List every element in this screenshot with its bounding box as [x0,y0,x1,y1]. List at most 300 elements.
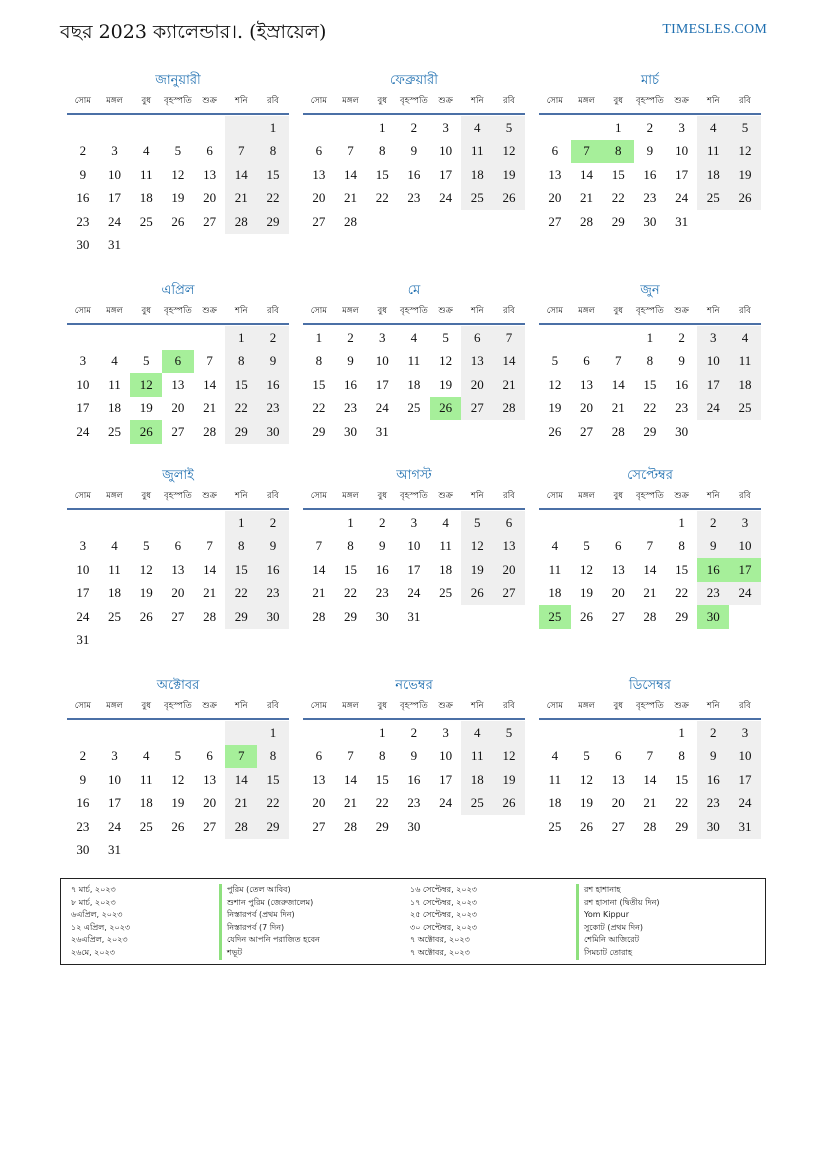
day-cell: 19 [171,190,185,206]
empty-cell [493,605,525,629]
day-cell: 4 [142,143,150,159]
empty-cell [130,116,162,140]
header-rule [67,323,289,325]
header-rule [303,323,525,325]
empty-cell [225,721,257,745]
weekday-label: রবি [267,491,279,501]
day-cell: 7 [571,140,603,164]
day-cell: 10 [675,143,689,159]
day-cell: 20 [580,400,594,416]
header-rule [303,113,525,115]
day-cell: 5 [583,538,590,554]
weekday-label: শুক্র [438,491,453,501]
empty-cell [99,326,131,350]
day-cell: 4 [410,329,418,345]
empty-cell [130,511,162,535]
empty-cell [130,721,162,745]
day-grid [67,116,289,257]
day-cell: 21 [203,585,217,601]
day-cell: 28 [580,213,594,229]
day-cell: 22 [675,585,689,601]
empty-cell [634,511,666,535]
day-cell: 14 [203,561,217,577]
day-cell: 24 [375,400,389,416]
header-rule [539,113,761,115]
day-cell: 10 [439,748,453,764]
weekday-label: বৃহস্পতি [400,701,428,711]
day-cell: 20 [461,373,493,397]
day-cell: 26 [493,792,525,816]
day-cell: 10 [439,143,453,159]
weekday-label: সোম [546,491,563,501]
weekday-header [303,485,525,507]
weekday-label: মঙ্গল [342,701,359,711]
weekday-label: শনি [707,96,720,106]
empty-cell [461,420,493,444]
day-cell: 21 [643,795,657,811]
weekday-header [539,90,761,112]
day-cell: 5 [493,721,525,745]
day-cell: 19 [548,400,562,416]
day-cell: 14 [580,166,594,182]
day-cell: 24 [439,190,453,206]
weekday-label: বৃহস্পতি [164,701,192,711]
day-cell: 9 [697,535,729,559]
empty-cell [571,326,603,350]
day-cell: 29 [257,210,289,234]
day-cell: 28 [643,608,657,624]
empty-cell [257,839,289,863]
day-cell: 16 [76,190,90,206]
weekday-label: বুধ [141,701,151,711]
day-cell: 13 [461,350,493,374]
empty-cell [194,234,226,258]
day-cell: 26 [461,582,493,606]
day-cell: 13 [611,771,625,787]
day-cell: 9 [79,166,87,182]
day-cell: 25 [539,605,571,629]
weekday-label: বৃহস্পতি [164,491,192,501]
empty-cell [162,116,194,140]
month-block [539,677,761,839]
day-cell: 17 [675,166,689,182]
day-cell: 3 [729,511,761,535]
day-cell: 15 [375,771,389,787]
day-cell: 27 [493,582,525,606]
weekday-label: সোম [310,306,327,316]
day-cell: 24 [76,423,90,439]
day-cell: 13 [203,771,217,787]
day-cell: 17 [108,190,122,206]
day-cell: 26 [171,818,185,834]
day-cell: 12 [493,745,525,769]
day-grid [303,721,525,839]
day-cell: 6 [614,748,622,764]
empty-cell [539,116,571,140]
day-cell: 8 [315,353,323,369]
month-block [539,72,761,234]
day-cell: 12 [580,771,594,787]
weekday-label: বুধ [141,306,151,316]
empty-cell [130,234,162,258]
day-cell: 7 [206,538,213,554]
weekday-header [67,90,289,112]
day-cell: 18 [461,768,493,792]
empty-cell [130,326,162,350]
header-rule [303,508,525,510]
day-cell: 25 [461,187,493,211]
day-cell: 7 [347,143,354,159]
day-cell: 24 [697,397,729,421]
day-cell: 23 [407,190,421,206]
day-cell: 18 [729,373,761,397]
weekday-label: শুক্র [202,96,217,106]
legend-holiday-name: সিমচাট তোরাহ [576,947,660,960]
weekday-label: শনি [707,701,720,711]
day-cell: 17 [439,166,453,182]
header-rule [67,113,289,115]
day-cell: 27 [580,423,594,439]
day-cell: 18 [461,163,493,187]
month-name: ডিসেম্বর [629,678,671,693]
day-cell: 25 [697,187,729,211]
day-cell: 1 [257,116,289,140]
day-cell: 13 [611,561,625,577]
day-cell: 11 [461,140,493,164]
legend-date: ৭ অক্টোবর, ২০২৩ [410,935,470,945]
empty-cell [430,210,462,234]
day-cell: 4 [442,514,449,530]
day-cell: 7 [493,326,525,350]
empty-cell [366,210,398,234]
header-rule [303,718,525,720]
day-cell: 6 [493,511,525,535]
empty-cell [335,116,367,140]
day-cell: 10 [108,771,122,787]
day-cell: 12 [580,561,594,577]
day-cell: 2 [378,514,386,530]
weekday-label: বুধ [141,491,151,501]
weekday-label: বুধ [613,306,623,316]
day-cell: 4 [142,748,150,764]
day-cell: 20 [548,190,562,206]
day-cell: 26 [171,213,185,229]
empty-cell [697,420,729,444]
day-cell: 8 [646,353,654,369]
weekday-label: বৃহস্পতি [400,491,428,501]
weekday-label: সোম [74,491,91,501]
empty-cell [225,116,257,140]
empty-cell [257,234,289,258]
day-cell: 27 [171,423,185,439]
legend-names-left [219,884,320,960]
day-cell: 30 [257,420,289,444]
empty-cell [162,839,194,863]
day-grid [303,116,525,234]
day-cell: 22 [643,400,657,416]
weekday-label: সোম [74,701,91,711]
legend-holiday-name: পুরিম (তেল আবিব) [219,884,320,897]
weekday-label: শুক্র [202,491,217,501]
day-cell: 2 [257,326,289,350]
empty-cell [539,326,571,350]
day-cell: 29 [675,608,689,624]
day-grid [539,326,761,444]
day-cell: 26 [729,187,761,211]
empty-cell [225,629,257,653]
day-cell: 6 [461,326,493,350]
legend-date: ২৬এপ্রিল, ২০২৩ [71,935,128,945]
day-cell: 7 [646,748,654,764]
weekday-label: শুক্র [674,96,689,106]
day-cell: 13 [171,376,185,392]
weekday-label: সোম [546,701,563,711]
day-cell: 22 [225,397,257,421]
day-cell: 27 [461,397,493,421]
day-cell: 28 [203,423,217,439]
day-cell: 17 [375,376,389,392]
empty-cell [697,210,729,234]
day-cell: 6 [614,538,622,554]
day-cell: 27 [611,818,625,834]
day-cell: 7 [347,748,354,764]
day-cell: 1 [378,119,386,135]
day-cell: 30 [697,605,729,629]
empty-cell [99,721,131,745]
day-cell: 1 [347,514,354,530]
day-cell: 11 [108,376,121,392]
day-cell: 5 [174,143,182,159]
day-cell: 18 [139,795,153,811]
month-block [303,467,525,629]
day-cell: 30 [407,818,421,834]
day-cell: 25 [108,608,122,624]
day-cell: 7 [646,538,654,554]
day-cell: 16 [675,376,689,392]
day-cell: 10 [697,350,729,374]
day-cell: 9 [410,748,418,764]
month-name: জানুয়ারী [155,73,201,88]
day-cell: 26 [580,818,594,834]
weekday-label: সোম [546,96,563,106]
day-cell: 7 [614,353,622,369]
weekday-label: সোম [310,96,327,106]
day-cell: 19 [439,376,453,392]
month-block [539,282,761,444]
empty-cell [729,605,761,629]
day-cell: 23 [407,795,421,811]
day-cell: 18 [548,585,562,601]
day-cell: 18 [697,163,729,187]
day-cell: 6 [583,353,590,369]
weekday-label: শনি [707,491,720,501]
day-cell: 11 [139,771,153,787]
legend-holiday-name: রশ হাশানাহ [576,884,660,897]
day-cell: 6 [315,748,323,764]
day-cell: 22 [611,190,625,206]
weekday-label: মঙ্গল [342,96,359,106]
day-cell: 8 [602,140,634,164]
weekday-label: শুক্র [674,491,689,501]
empty-cell [67,721,99,745]
day-cell: 21 [493,373,525,397]
day-cell: 29 [375,818,389,834]
weekday-label: রবি [739,96,751,106]
day-cell: 8 [257,745,289,769]
day-cell: 31 [729,815,761,839]
weekday-label: শুক্র [202,701,217,711]
weekday-label: মঙ্গল [106,491,123,501]
day-cell: 6 [162,350,194,374]
day-cell: 25 [108,423,122,439]
day-cell: 6 [174,538,182,554]
day-cell: 31 [76,632,90,648]
day-cell: 4 [461,721,493,745]
day-cell: 31 [407,608,421,624]
weekday-label: রবি [739,306,751,316]
day-cell: 1 [678,724,685,740]
site-link[interactable]: TIMESLES.COM [662,22,767,37]
day-cell: 4 [697,116,729,140]
day-cell: 8 [378,748,386,764]
legend-holiday-name: শুশান পুরিম (জেরুজালেম) [219,897,320,910]
empty-cell [99,629,131,653]
legend-names-right [576,884,660,960]
header-rule [539,508,761,510]
day-cell: 13 [312,166,326,182]
day-cell: 27 [312,213,326,229]
empty-cell [729,420,761,444]
weekday-header [303,90,525,112]
weekday-label: বৃহস্পতি [164,306,192,316]
day-cell: 10 [375,353,389,369]
day-cell: 14 [344,771,358,787]
day-cell: 26 [580,608,594,624]
weekday-label: বুধ [613,491,623,501]
day-cell: 5 [174,748,182,764]
weekday-header [539,300,761,322]
day-cell: 19 [171,795,185,811]
month-name: নভেম্বর [395,678,433,693]
day-cell: 10 [729,535,761,559]
day-cell: 9 [378,538,386,554]
day-cell: 11 [548,561,562,577]
day-cell: 17 [729,768,761,792]
day-cell: 12 [139,561,153,577]
day-cell: 17 [108,795,122,811]
empty-cell [461,210,493,234]
day-cell: 30 [697,815,729,839]
day-cell: 7 [206,353,213,369]
day-cell: 22 [675,795,689,811]
day-cell: 4 [111,538,118,554]
empty-cell [67,511,99,535]
day-grid [67,326,289,444]
weekday-header [67,695,289,717]
day-cell: 14 [611,376,625,392]
legend-date: ৭ মার্চ, ২০২৩ [71,885,116,894]
day-cell: 3 [678,119,685,135]
day-cell: 22 [312,400,326,416]
day-cell: 14 [312,561,326,577]
day-cell: 23 [257,397,289,421]
day-cell: 11 [461,745,493,769]
day-cell: 6 [551,143,559,159]
weekday-label: সোম [546,306,563,316]
day-cell: 30 [375,608,389,624]
day-cell: 21 [611,400,625,416]
weekday-label: বৃহস্পতি [636,306,664,316]
day-cell: 17 [76,585,90,601]
day-cell: 12 [130,373,162,397]
day-cell: 18 [108,585,122,601]
day-cell: 16 [257,373,289,397]
day-cell: 24 [76,608,90,624]
day-cell: 28 [611,423,625,439]
day-cell: 12 [439,353,453,369]
weekday-header [67,485,289,507]
empty-cell [303,511,335,535]
day-cell: 23 [643,190,657,206]
day-cell: 11 [548,771,562,787]
day-cell: 11 [139,166,153,182]
day-cell: 8 [225,535,257,559]
weekday-label: শুক্র [438,701,453,711]
empty-cell [194,629,226,653]
day-cell: 9 [257,535,289,559]
day-cell: 13 [203,166,217,182]
weekday-label: বৃহস্পতি [636,701,664,711]
weekday-label: শুক্র [674,306,689,316]
day-cell: 6 [206,143,213,159]
day-cell: 1 [378,724,386,740]
day-cell: 18 [548,795,562,811]
day-cell: 22 [225,582,257,606]
day-cell: 3 [410,514,418,530]
header-rule [539,323,761,325]
day-cell: 4 [551,538,559,554]
day-cell: 11 [729,350,761,374]
weekday-label: বৃহস্পতি [636,96,664,106]
weekday-label: সোম [74,96,91,106]
empty-cell [303,116,335,140]
day-cell: 5 [142,538,150,554]
day-cell: 29 [344,608,358,624]
day-cell: 30 [675,423,689,439]
page-title: বছর 2023 ক্যালেন্ডার।. (ইস্রায়েল) [60,21,327,43]
empty-cell [99,116,131,140]
day-cell: 7 [315,538,323,554]
day-cell: 10 [76,376,90,392]
day-cell: 15 [225,558,257,582]
day-cell: 26 [548,423,562,439]
empty-cell [194,511,226,535]
day-cell: 30 [76,842,90,858]
day-cell: 26 [430,397,462,421]
empty-cell [162,326,194,350]
day-cell: 21 [643,585,657,601]
day-cell: 23 [344,400,358,416]
day-cell: 20 [312,190,326,206]
day-cell: 21 [344,795,358,811]
day-cell: 15 [312,376,326,392]
day-cell: 3 [442,119,449,135]
month-name: মে [407,283,421,298]
day-cell: 24 [108,213,122,229]
day-cell: 6 [206,748,213,764]
header-rule [67,718,289,720]
day-cell: 14 [344,166,358,182]
